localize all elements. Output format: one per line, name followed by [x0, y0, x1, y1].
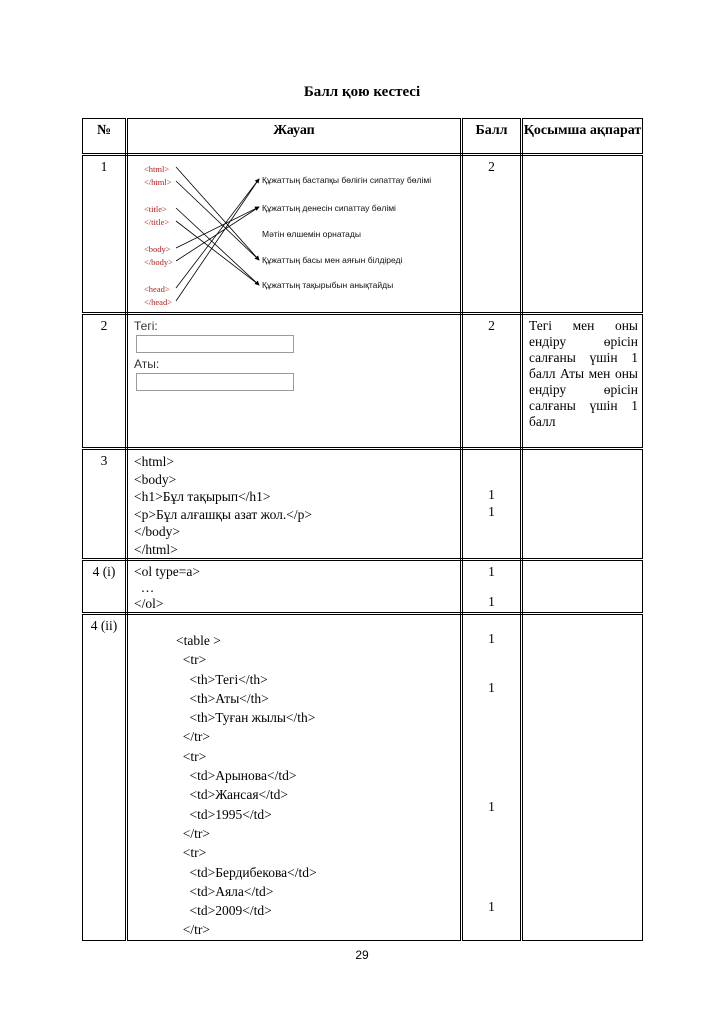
code-line: <html>	[134, 454, 174, 469]
tag-label: <body>	[144, 244, 171, 254]
row-number: 3	[83, 449, 127, 560]
code-line: <td>Бердибекова</td>	[176, 864, 317, 880]
code-line: <td>Арынова</td>	[176, 768, 297, 784]
code-line: </tr>	[176, 922, 210, 938]
ball-cell	[462, 614, 522, 941]
code-line: <body>	[134, 471, 177, 487]
header-ball: Балл	[462, 119, 522, 155]
ball-value: 1	[488, 487, 495, 502]
ball-value: 1	[488, 594, 495, 609]
row-number: 1	[83, 155, 127, 314]
code-answer	[127, 560, 462, 614]
description-label: Құжаттың тақырыбын анықтайды	[262, 280, 394, 290]
code-line: <td>2009</td>	[176, 903, 272, 919]
ball-value: 1	[488, 799, 495, 814]
row-number: 2	[83, 314, 127, 449]
code-line: <th>Аты</th>	[176, 690, 269, 706]
code-line: <td>Жансая</td>	[176, 787, 289, 803]
connector-line	[176, 179, 259, 301]
table-row	[83, 314, 643, 449]
ball-value: 1	[488, 564, 495, 579]
name-field[interactable]	[136, 373, 294, 391]
tag-label: </body>	[144, 257, 173, 267]
tag-label: </head>	[144, 297, 172, 307]
page-number: 29	[355, 948, 369, 962]
header-num: №	[83, 119, 127, 155]
code-line: </tr>	[176, 825, 210, 841]
info-cell	[522, 560, 643, 614]
description-label: Құжаттың бастапқы бөлігін сипаттау бөлімі	[262, 175, 432, 185]
info-cell	[522, 614, 643, 941]
table-row	[83, 155, 643, 314]
ball-value: 1	[488, 631, 495, 646]
matching-diagram	[128, 156, 460, 311]
form-answer	[127, 314, 462, 449]
code-line: <th>Тегі</th>	[176, 671, 268, 687]
info-cell	[522, 449, 643, 560]
table-row	[83, 449, 643, 560]
code-line: <h1>Бұл тақырып</h1>	[134, 489, 271, 504]
code-line: </html>	[134, 541, 178, 557]
row-number: 4 (ii)	[83, 614, 127, 941]
info-cell	[522, 155, 643, 314]
tag-label: </html>	[144, 177, 172, 187]
tag-label: <title>	[144, 204, 167, 214]
code-line: <tr>	[176, 748, 207, 764]
page-title: Балл қою кестесі	[303, 84, 421, 100]
tag-label: </title>	[144, 217, 170, 227]
code-line: …	[134, 580, 155, 595]
ball-value: 1	[488, 899, 495, 914]
ball-value: 2	[462, 314, 522, 449]
code-line: <table >	[176, 633, 221, 648]
score-table	[82, 118, 643, 941]
ball-value: 2	[462, 155, 522, 314]
tag-label: <html>	[144, 164, 170, 174]
code-line: <p>Бұл алғашқы азат жол.</p>	[134, 506, 313, 522]
code-line: </body>	[134, 524, 180, 539]
matching-lines	[128, 156, 463, 311]
row-number: 4 (i)	[83, 560, 127, 614]
tag-label: <head>	[144, 284, 170, 294]
code-line: <td>Аяла</td>	[176, 883, 274, 899]
code-line: <tr>	[176, 652, 207, 668]
table-row	[83, 614, 643, 941]
code-line: <tr>	[176, 845, 207, 861]
code-line: <th>Туған жылы</th>	[176, 710, 316, 726]
ball-value: 1	[488, 504, 495, 519]
ball-cell	[462, 449, 522, 560]
ball-cell	[462, 560, 522, 614]
matching-answer	[127, 155, 462, 314]
table-row	[83, 560, 643, 614]
name-label: Аты:	[134, 357, 160, 371]
header-info: Қосымша ақпарат	[522, 119, 643, 155]
description-label: Мәтін өлшемін орнатады	[262, 229, 361, 239]
code-line: </tr>	[176, 729, 210, 745]
info-text: Тегі мен оны ендіру өрісін салғаны үшін 1 балл Аты мен оны ендіру өрісін салғаны үшін 1 балл	[522, 314, 643, 449]
header-answer: Жауап	[127, 119, 462, 155]
description-label: Құжаттың денесін сипаттау бөлімі	[262, 203, 396, 213]
code-answer	[127, 449, 462, 560]
header-row	[83, 119, 643, 155]
connector-line	[176, 181, 259, 260]
surname-label: Тегі:	[134, 319, 158, 333]
code-answer	[127, 614, 462, 941]
surname-field[interactable]	[136, 335, 294, 353]
ball-value: 1	[488, 680, 495, 695]
code-line: <td>1995</td>	[176, 806, 272, 822]
code-line: </ol>	[134, 596, 164, 611]
code-line: <ol type=a>	[134, 564, 200, 579]
connector-line	[176, 179, 259, 288]
description-label: Құжаттың басы мен аяғын білдіреді	[262, 255, 403, 265]
